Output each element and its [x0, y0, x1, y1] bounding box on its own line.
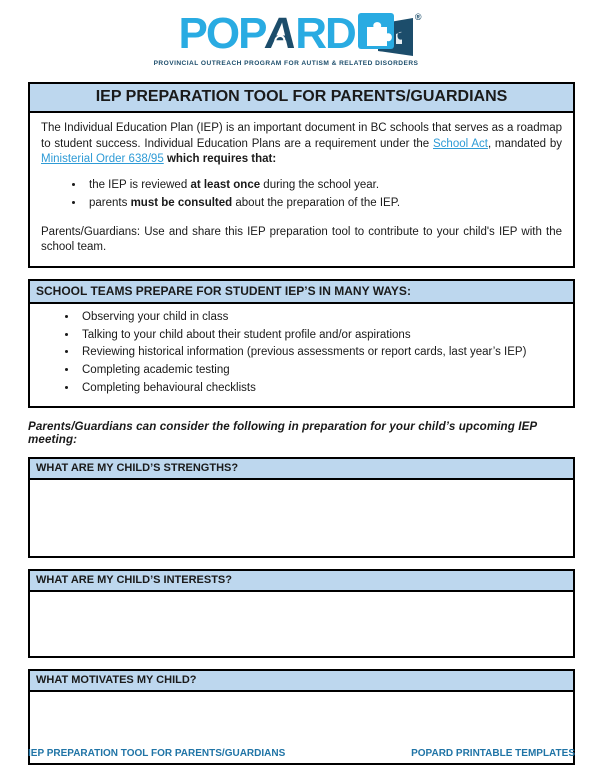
intro-text-2: , mandated by [487, 137, 563, 150]
puzzle-icon [358, 12, 414, 58]
motivates-question-label: WHAT MOTIVATES MY CHILD? [28, 669, 575, 692]
interests-answer-area[interactable] [28, 592, 575, 658]
list-item [85, 177, 562, 193]
footer-document-title: IEP PREPARATION TOOL FOR PARENTS/GUARDIANS [28, 748, 286, 759]
bullet-bold-text: must be consulted [130, 197, 233, 210]
title-bar: IEP PREPARATION TOOL FOR PARENTS/GUARDIANS [28, 82, 575, 113]
list-item: • Observing your child in class [78, 309, 563, 326]
logo-text-rd: RD [295, 9, 355, 58]
page-footer [28, 748, 575, 759]
strengths-answer-area[interactable] [28, 480, 575, 558]
popard-logo-wordmark [178, 9, 422, 58]
bullet-text: the IEP is reviewed [89, 178, 191, 191]
school-teams-list [40, 309, 563, 397]
bullet-text: parents [89, 197, 131, 210]
logo-text-a: A [262, 9, 298, 58]
registered-mark: ® [414, 12, 422, 22]
intro-bold-text: which requires that: [166, 153, 277, 166]
intro-text-1: The Individual Education Plan (IEP) is an important document in BC schools that serves as a roadmap to student success. Individual Education Plans are a requirement under the [41, 122, 562, 150]
intro-paragraph [41, 121, 562, 168]
strengths-question-box [28, 457, 575, 558]
preparation-note: Parents/Guardians can consider the following in preparation for your child’s upcoming IEP meeting: [28, 419, 537, 446]
logo-tagline: PROVINCIAL OUTREACH PROGRAM FOR AUTISM & RELATED DISORDERS [153, 60, 419, 67]
popard-logo [0, 0, 600, 67]
school-teams-header: SCHOOL TEAMS PREPARE FOR STUDENT IEP’S IN MANY WAYS: [28, 279, 575, 304]
footer-templates-label: POPARD PRINTABLE TEMPLATES [411, 748, 575, 759]
interests-question-label: WHAT ARE MY CHILD’S INTERESTS? [28, 569, 575, 592]
iep-requirements-list [41, 177, 562, 212]
ministerial-order-link[interactable]: Ministerial Order 638/95 [41, 153, 164, 166]
list-item: • Talking to your child about their student profile and/or aspirations [78, 327, 563, 344]
list-item: • Reviewing historical information (previous assessments or report cards, last year’s IEP) [78, 344, 563, 361]
bullet-bold-text: at least once [190, 178, 261, 191]
closing-paragraph: Parents/Guardians: Use and share this IEP preparation tool to contribute to your child's IEP with the school team. [41, 225, 562, 254]
list-item: • Completing academic testing [78, 362, 563, 379]
school-teams-box [28, 304, 575, 408]
intro-box [28, 113, 575, 268]
list-item [85, 195, 562, 211]
logo-text-pop: POP [178, 9, 266, 58]
strengths-question-label: WHAT ARE MY CHILD’S STRENGTHS? [28, 457, 575, 480]
school-act-link[interactable]: School Act [433, 137, 488, 150]
bullet-text: about the preparation of the IEP. [232, 197, 401, 210]
bullet-text: during the school year. [260, 178, 380, 191]
interests-question-box [28, 569, 575, 658]
list-item: • Completing behavioural checklists [78, 380, 563, 397]
